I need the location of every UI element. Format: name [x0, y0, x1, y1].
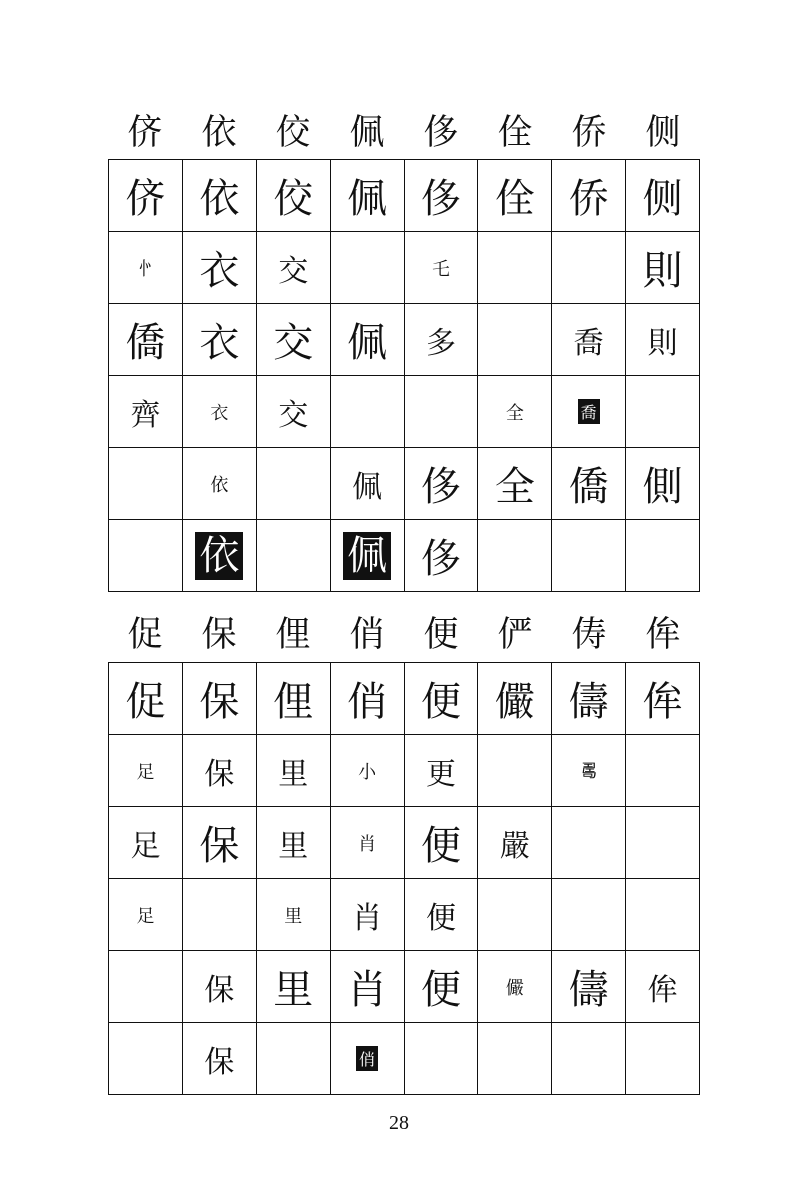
page-number: 28 — [389, 1112, 409, 1134]
glyph-cell — [626, 879, 700, 951]
glyph-cell — [552, 1023, 626, 1095]
header-char: 佩 — [349, 113, 385, 153]
glyph-cell: 喬 — [552, 376, 626, 448]
glyph-cell: 便 — [404, 951, 478, 1023]
table-row — [109, 304, 700, 376]
glyph-cell: 儼 — [478, 663, 552, 735]
glyph-cell: 佺 — [478, 160, 552, 232]
glyph-cell — [256, 520, 330, 592]
glyph-cell: 保 — [182, 663, 256, 735]
glyph-cell: 佩 — [330, 520, 404, 592]
glyph-cell: 促 — [109, 663, 183, 735]
glyph-cell: 足 — [109, 807, 183, 879]
header-char: 侈 — [423, 113, 459, 153]
glyph-cell — [109, 520, 183, 592]
glyph-cell: 保 — [182, 735, 256, 807]
glyph-cell: 侪 — [109, 160, 183, 232]
glyph-cell: 全 — [478, 448, 552, 520]
header-char: 俏 — [349, 615, 385, 655]
glyph-cell: 則 — [626, 304, 700, 376]
glyph-cell: 足 — [109, 879, 183, 951]
glyph-cell — [626, 376, 700, 448]
glyph-cell: 交 — [256, 232, 330, 304]
glyph-cell: 儼 — [478, 951, 552, 1023]
glyph-cell: 衣 — [182, 376, 256, 448]
header-char: 侪 — [127, 113, 163, 153]
glyph-cell — [109, 448, 183, 520]
glyph-cell — [552, 807, 626, 879]
glyph-cell — [478, 304, 552, 376]
glyph-cell — [109, 1023, 183, 1095]
header-char: 保 — [201, 615, 237, 655]
table-row — [109, 951, 700, 1023]
glyph-cell: 乇 — [404, 232, 478, 304]
glyph-cell: 侔 — [626, 663, 700, 735]
glyph-cell: 齊 — [109, 376, 183, 448]
table-row — [109, 232, 700, 304]
glyph-cell — [552, 232, 626, 304]
glyph-cell: 侈 — [404, 520, 478, 592]
header-char: 侧 — [645, 113, 681, 153]
glyph-cell: 保 — [182, 807, 256, 879]
section-2-glyph-table — [108, 662, 700, 1095]
glyph-cell: 依 — [182, 520, 256, 592]
glyph-cell: 俏 — [330, 1023, 404, 1095]
glyph-cell — [478, 879, 552, 951]
glyph-cell: 肖 — [330, 807, 404, 879]
glyph-cell: 嚴 — [478, 807, 552, 879]
header-char: 俨 — [497, 615, 533, 655]
glyph-cell — [256, 448, 330, 520]
table-row — [109, 807, 700, 879]
glyph-cell: 便 — [404, 879, 478, 951]
glyph-cell: 衣 — [182, 232, 256, 304]
table-row — [109, 1023, 700, 1095]
glyph-cell: 俚 — [256, 663, 330, 735]
table-row — [109, 663, 700, 735]
glyph-cell: 侧 — [626, 160, 700, 232]
glyph-cell — [478, 520, 552, 592]
glyph-cell — [182, 879, 256, 951]
glyph-cell: 僑 — [109, 304, 183, 376]
section-2-header — [108, 610, 700, 660]
glyph-cell — [478, 232, 552, 304]
glyph-cell: 侈 — [404, 160, 478, 232]
glyph-cell — [552, 879, 626, 951]
glyph-cell — [626, 735, 700, 807]
glyph-cell — [552, 520, 626, 592]
glyph-cell: 更 — [404, 735, 478, 807]
glyph-cell: 足 — [109, 735, 183, 807]
glyph-cell: 則 — [626, 232, 700, 304]
header-char: 俦 — [571, 615, 607, 655]
glyph-cell: 里 — [256, 807, 330, 879]
glyph-cell: 僑 — [552, 448, 626, 520]
glyph-cell: 多 — [404, 304, 478, 376]
section-1-glyph-table — [108, 159, 700, 592]
glyph-cell: 佩 — [330, 304, 404, 376]
header-char: 依 — [201, 113, 237, 153]
table-row — [109, 735, 700, 807]
glyph-cell — [626, 520, 700, 592]
glyph-cell: 佩 — [330, 448, 404, 520]
glyph-cell: 肖 — [330, 951, 404, 1023]
glyph-cell: 𠷎 — [552, 735, 626, 807]
table-row — [109, 879, 700, 951]
glyph-cell: 佩 — [330, 160, 404, 232]
section-1-header — [108, 108, 700, 158]
header-char: 侔 — [645, 615, 681, 655]
glyph-cell — [626, 1023, 700, 1095]
table-row — [109, 376, 700, 448]
glyph-cell: 便 — [404, 807, 478, 879]
glyph-cell — [404, 1023, 478, 1095]
header-char: 侨 — [571, 113, 607, 153]
header-char: 便 — [423, 615, 459, 655]
glyph-cell — [404, 376, 478, 448]
glyph-cell — [478, 1023, 552, 1095]
header-char: 俚 — [275, 615, 311, 655]
table-row — [109, 160, 700, 232]
glyph-cell: 㣺 — [109, 232, 183, 304]
table-row — [109, 520, 700, 592]
glyph-cell — [109, 951, 183, 1023]
glyph-cell: 里 — [256, 951, 330, 1023]
glyph-cell — [330, 376, 404, 448]
glyph-cell: 儔 — [552, 663, 626, 735]
glyph-cell: 喬 — [552, 304, 626, 376]
glyph-cell: 里 — [256, 735, 330, 807]
glyph-cell: 依 — [182, 448, 256, 520]
glyph-cell: 里 — [256, 879, 330, 951]
glyph-cell: 依 — [182, 160, 256, 232]
glyph-cell: 交 — [256, 376, 330, 448]
glyph-cell: 側 — [626, 448, 700, 520]
glyph-cell: 保 — [182, 951, 256, 1023]
glyph-cell: 侈 — [404, 448, 478, 520]
glyph-cell: 保 — [182, 1023, 256, 1095]
table-row — [109, 448, 700, 520]
glyph-cell: 俏 — [330, 663, 404, 735]
glyph-cell — [626, 807, 700, 879]
header-char: 佼 — [275, 113, 311, 153]
glyph-cell: 儔 — [552, 951, 626, 1023]
glyph-cell: 小 — [330, 735, 404, 807]
glyph-cell: 便 — [404, 663, 478, 735]
glyph-cell: 全 — [478, 376, 552, 448]
glyph-cell: 侔 — [626, 951, 700, 1023]
header-char: 佺 — [497, 113, 533, 153]
header-char: 促 — [127, 615, 163, 655]
glyph-cell: 交 — [256, 304, 330, 376]
glyph-cell: 佼 — [256, 160, 330, 232]
glyph-cell — [478, 735, 552, 807]
glyph-cell: 侨 — [552, 160, 626, 232]
glyph-cell — [330, 232, 404, 304]
glyph-cell: 衣 — [182, 304, 256, 376]
glyph-cell: 肖 — [330, 879, 404, 951]
glyph-cell — [256, 1023, 330, 1095]
